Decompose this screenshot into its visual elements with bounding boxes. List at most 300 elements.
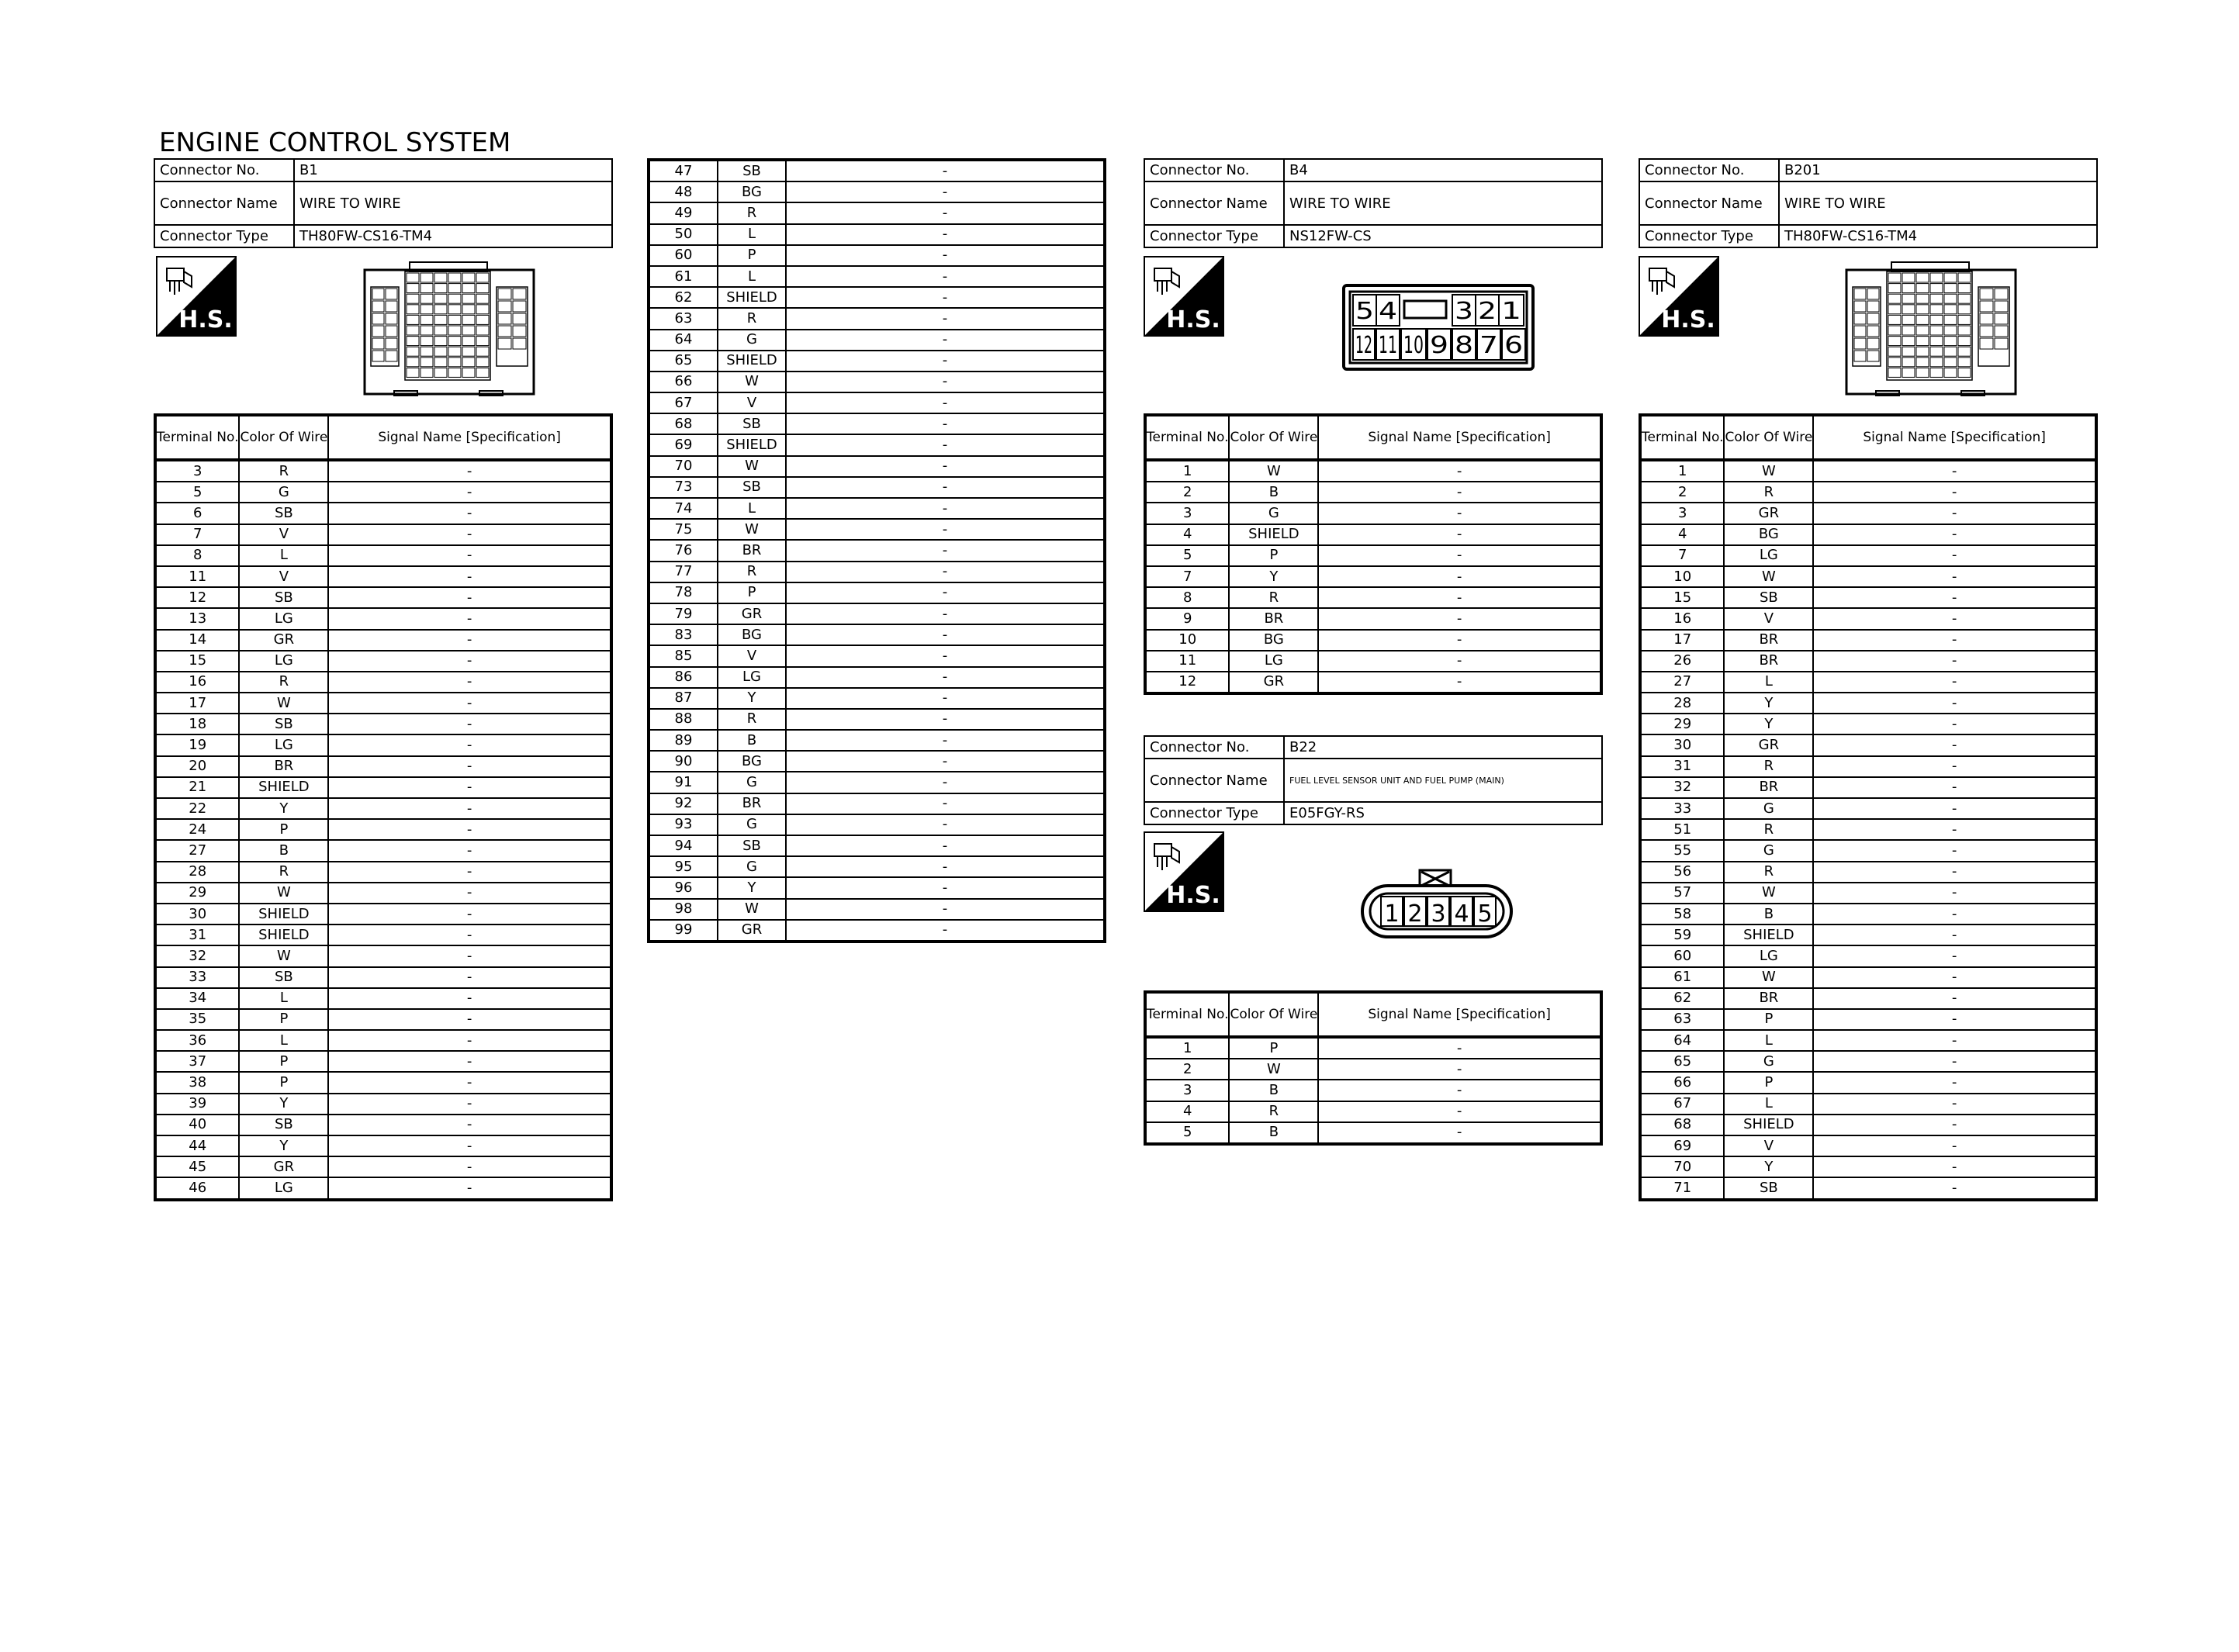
b22-info-block bbox=[1144, 735, 1603, 825]
signal-name-cell: - bbox=[328, 1135, 611, 1156]
b4-pin-label: 9 bbox=[1430, 332, 1448, 359]
table-row bbox=[649, 519, 1105, 540]
terminal-no-cell: 5 bbox=[1145, 1122, 1229, 1144]
table-row bbox=[1640, 1094, 2096, 1115]
wire-color-cell: R bbox=[718, 308, 786, 329]
signal-name-cell: - bbox=[1318, 1037, 1601, 1059]
signal-name-cell: - bbox=[328, 672, 611, 693]
table-row bbox=[649, 835, 1105, 856]
signal-name-cell: - bbox=[786, 562, 1105, 582]
terminal-no-cell: 24 bbox=[155, 819, 239, 840]
terminal-no-cell: 29 bbox=[1640, 714, 1724, 734]
terminal-no-cell: 70 bbox=[649, 456, 718, 477]
signal-name-cell: - bbox=[786, 413, 1105, 434]
wire-color-cell: BG bbox=[1229, 630, 1318, 651]
b201-connector-name: WIRE TO WIRE bbox=[1779, 181, 2097, 225]
signal-name-cell: - bbox=[328, 777, 611, 798]
terminal-no-cell: 17 bbox=[155, 693, 239, 714]
wire-color-cell: V bbox=[718, 645, 786, 666]
terminal-no-cell: 4 bbox=[1640, 524, 1724, 545]
b201-hs-badge-icon bbox=[1639, 256, 1719, 337]
terminal-no-cell: 45 bbox=[155, 1156, 239, 1177]
b22-pin-row bbox=[1381, 897, 1496, 928]
signal-name-cell: - bbox=[328, 904, 611, 924]
wire-color-cell: G bbox=[718, 330, 786, 351]
signal-name-cell: - bbox=[328, 945, 611, 966]
table-row bbox=[649, 562, 1105, 582]
wire-color-cell: P bbox=[718, 582, 786, 603]
table-row bbox=[649, 624, 1105, 645]
wire-color-cell: BR bbox=[718, 540, 786, 561]
wire-color-cell: GR bbox=[239, 630, 328, 651]
b4-connector-name-label: Connector Name bbox=[1144, 181, 1284, 225]
signal-name-cell: - bbox=[1318, 1101, 1601, 1122]
table-row bbox=[649, 667, 1105, 688]
terminal-no-cell: 22 bbox=[155, 798, 239, 819]
table-row bbox=[649, 814, 1105, 835]
b22-connector-type-label: Connector Type bbox=[1144, 802, 1284, 824]
terminal-no-cell: 16 bbox=[1640, 608, 1724, 629]
terminal-no-cell: 94 bbox=[649, 835, 718, 856]
signal-name-cell: - bbox=[786, 667, 1105, 688]
wire-color-cell: SB bbox=[1724, 587, 1813, 608]
terminal-no-cell: 62 bbox=[1640, 988, 1724, 1009]
terminal-no-cell: 28 bbox=[1640, 693, 1724, 714]
wire-color-cell: SB bbox=[718, 160, 786, 181]
table-row bbox=[155, 587, 611, 608]
terminal-no-cell: 4 bbox=[1145, 524, 1229, 545]
terminal-no-cell: 2 bbox=[1145, 1059, 1229, 1080]
signal-name-cell: - bbox=[786, 477, 1105, 498]
signal-name-cell: - bbox=[1813, 988, 2096, 1009]
wire-color-cell: BR bbox=[1724, 777, 1813, 798]
b4-connector-no-label: Connector No. bbox=[1144, 159, 1284, 181]
wire-color-cell: SB bbox=[239, 1115, 328, 1135]
terminal-no-cell: 62 bbox=[649, 287, 718, 308]
wire-color-cell: P bbox=[1724, 1009, 1813, 1030]
table-row bbox=[155, 503, 611, 524]
signal-name-cell: - bbox=[786, 245, 1105, 266]
table-row bbox=[1640, 1156, 2096, 1177]
table-row bbox=[155, 862, 611, 883]
terminal-no-cell: 26 bbox=[1640, 651, 1724, 672]
table-row bbox=[649, 330, 1105, 351]
signal-name-cell: - bbox=[1813, 734, 2096, 755]
terminal-no-cell: 70 bbox=[1640, 1156, 1724, 1177]
table-row bbox=[1640, 651, 2096, 672]
signal-name-cell: - bbox=[786, 730, 1105, 751]
wire-color-cell: SHIELD bbox=[718, 287, 786, 308]
table-row bbox=[649, 920, 1105, 942]
signal-name-cell: - bbox=[1813, 798, 2096, 819]
b201-connector-face-icon bbox=[1845, 261, 2017, 397]
wire-color-cell: SHIELD bbox=[239, 904, 328, 924]
table-row bbox=[1640, 1115, 2096, 1135]
table-row bbox=[1640, 672, 2096, 693]
terminal-no-cell: 65 bbox=[649, 351, 718, 372]
table-row bbox=[649, 434, 1105, 455]
wire-color-cell: BR bbox=[718, 793, 786, 814]
terminal-no-cell: 7 bbox=[1640, 545, 1724, 566]
signal-name-cell: - bbox=[1318, 587, 1601, 608]
wire-color-cell: SHIELD bbox=[239, 777, 328, 798]
signal-name-cell: - bbox=[1813, 1094, 2096, 1115]
wire-color-cell: W bbox=[1724, 967, 1813, 988]
wire-color-cell: LG bbox=[239, 651, 328, 672]
signal-name-cell: - bbox=[328, 967, 611, 988]
table-row bbox=[1145, 545, 1601, 566]
signal-name-cell: - bbox=[1813, 967, 2096, 988]
terminal-no-cell: 63 bbox=[649, 308, 718, 329]
wire-color-cell: W bbox=[718, 456, 786, 477]
table-row bbox=[649, 392, 1105, 413]
table-row bbox=[1145, 672, 1601, 693]
signal-name-cell: - bbox=[786, 308, 1105, 329]
wire-color-cell: W bbox=[718, 372, 786, 392]
b4-pin-label: 10 bbox=[1403, 332, 1424, 359]
signal-name-cell: - bbox=[1813, 862, 2096, 883]
b4-info-table bbox=[1144, 158, 1603, 248]
terminal-no-cell: 78 bbox=[649, 582, 718, 603]
wire-color-cell: SHIELD bbox=[718, 351, 786, 372]
table-row bbox=[155, 1177, 611, 1199]
terminal-no-cell: 34 bbox=[155, 988, 239, 1009]
wire-color-cell: V bbox=[718, 392, 786, 413]
wire-color-cell: W bbox=[1229, 460, 1318, 482]
terminal-no-cell: 57 bbox=[1640, 883, 1724, 904]
wire-color-cell: L bbox=[239, 988, 328, 1009]
table-row bbox=[1640, 1135, 2096, 1156]
wire-color-cell: BR bbox=[1724, 988, 1813, 1009]
signal-name-cell: - bbox=[328, 1177, 611, 1199]
wire-color-cell: R bbox=[1724, 482, 1813, 503]
table-row bbox=[1640, 630, 2096, 651]
color-of-wire-header: Color Of Wire bbox=[1229, 415, 1318, 460]
terminal-no-cell: 11 bbox=[155, 566, 239, 587]
terminal-no-cell: 18 bbox=[155, 714, 239, 734]
signal-name-cell: - bbox=[1318, 545, 1601, 566]
b4-pin-label: 3 bbox=[1455, 298, 1473, 325]
table-row bbox=[649, 540, 1105, 561]
wire-color-cell: BG bbox=[718, 751, 786, 772]
signal-name-header: Signal Name [Specification] bbox=[1318, 415, 1601, 460]
signal-name-cell: - bbox=[786, 899, 1105, 920]
signal-name-cell: - bbox=[328, 1072, 611, 1093]
table-row bbox=[1640, 862, 2096, 883]
b1-connector-type-label: Connector Type bbox=[154, 225, 294, 247]
terminal-no-cell: 58 bbox=[1640, 904, 1724, 924]
table-row bbox=[155, 1009, 611, 1030]
signal-name-cell: - bbox=[328, 693, 611, 714]
table-row bbox=[1145, 608, 1601, 629]
wire-color-cell: LG bbox=[1724, 545, 1813, 566]
signal-name-cell: - bbox=[1318, 608, 1601, 629]
signal-name-cell: - bbox=[1813, 460, 2096, 482]
wire-color-cell: G bbox=[1724, 1051, 1813, 1072]
terminal-no-cell: 37 bbox=[155, 1051, 239, 1072]
signal-name-cell: - bbox=[328, 883, 611, 904]
terminal-no-cell: 6 bbox=[155, 503, 239, 524]
wire-color-cell: W bbox=[1229, 1059, 1318, 1080]
table-row bbox=[649, 181, 1105, 202]
wire-color-cell: P bbox=[239, 1009, 328, 1030]
table-row bbox=[1145, 1101, 1601, 1122]
signal-name-cell: - bbox=[786, 835, 1105, 856]
signal-name-cell: - bbox=[786, 709, 1105, 730]
table-row bbox=[1145, 503, 1601, 524]
table-row bbox=[649, 582, 1105, 603]
table-row bbox=[1640, 1177, 2096, 1199]
wire-color-cell: R bbox=[718, 202, 786, 223]
wire-color-cell: Y bbox=[239, 1135, 328, 1156]
terminal-no-cell: 46 bbox=[155, 1177, 239, 1199]
signal-name-cell: - bbox=[1813, 524, 2096, 545]
wire-color-cell: P bbox=[1229, 545, 1318, 566]
terminal-no-cell: 76 bbox=[649, 540, 718, 561]
terminal-no-cell: 13 bbox=[155, 608, 239, 629]
table-row bbox=[1640, 1009, 2096, 1030]
terminal-no-cell: 77 bbox=[649, 562, 718, 582]
signal-name-cell: - bbox=[1813, 904, 2096, 924]
wire-color-cell: P bbox=[239, 1072, 328, 1093]
table-row bbox=[1640, 566, 2096, 587]
terminal-no-cell: 10 bbox=[1145, 630, 1229, 651]
wire-color-cell: R bbox=[239, 672, 328, 693]
b1-cont-pin-table bbox=[647, 158, 1106, 943]
terminal-no-cell: 91 bbox=[649, 772, 718, 793]
table-row bbox=[155, 819, 611, 840]
terminal-no-cell: 66 bbox=[1640, 1072, 1724, 1093]
table-row bbox=[1145, 1059, 1601, 1080]
wire-color-cell: R bbox=[718, 709, 786, 730]
signal-name-cell: - bbox=[328, 1115, 611, 1135]
b1-connector-face-icon bbox=[363, 261, 535, 397]
b4-hs-text: H.S. bbox=[1166, 306, 1220, 334]
b1-info-block bbox=[154, 158, 613, 248]
wire-color-cell: R bbox=[239, 460, 328, 482]
table-row bbox=[1640, 608, 2096, 629]
signal-name-cell: - bbox=[786, 877, 1105, 898]
table-row bbox=[155, 756, 611, 777]
terminal-no-cell: 63 bbox=[1640, 1009, 1724, 1030]
table-row bbox=[155, 693, 611, 714]
table-row bbox=[1145, 524, 1601, 545]
b4-pin-table-block bbox=[1144, 413, 1603, 695]
b22-connector-face bbox=[1359, 867, 1514, 942]
table-row bbox=[1145, 460, 1601, 482]
wire-color-cell: Y bbox=[1724, 693, 1813, 714]
table-row bbox=[649, 603, 1105, 624]
table-row bbox=[155, 460, 611, 482]
terminal-no-cell: 39 bbox=[155, 1094, 239, 1115]
b4-pin-label: 4 bbox=[1379, 298, 1397, 325]
signal-name-cell: - bbox=[786, 372, 1105, 392]
terminal-no-cell: 68 bbox=[1640, 1115, 1724, 1135]
signal-name-cell: - bbox=[1813, 651, 2096, 672]
table-row bbox=[155, 1094, 611, 1115]
b22-hs-badge-icon bbox=[1144, 831, 1224, 912]
b4-pin-label: 11 bbox=[1379, 332, 1397, 359]
table-row bbox=[649, 202, 1105, 223]
wire-color-cell: Y bbox=[718, 877, 786, 898]
wire-color-cell: BR bbox=[1229, 608, 1318, 629]
table-row bbox=[1145, 630, 1601, 651]
page-title: ENGINE CONTROL SYSTEM bbox=[159, 127, 511, 158]
signal-name-cell: - bbox=[1813, 777, 2096, 798]
signal-name-cell: - bbox=[786, 582, 1105, 603]
table-row bbox=[155, 524, 611, 545]
signal-name-cell: - bbox=[786, 814, 1105, 835]
b4-connector-face bbox=[1342, 284, 1535, 371]
terminal-no-cell: 8 bbox=[1145, 587, 1229, 608]
b4-info-block bbox=[1144, 158, 1603, 248]
signal-name-cell: - bbox=[1318, 460, 1601, 482]
wire-color-cell: B bbox=[718, 730, 786, 751]
terminal-no-cell: 32 bbox=[1640, 777, 1724, 798]
signal-name-cell: - bbox=[1813, 1009, 2096, 1030]
table-row bbox=[1640, 798, 2096, 819]
terminal-no-cell: 27 bbox=[1640, 672, 1724, 693]
wire-color-cell: G bbox=[718, 814, 786, 835]
wire-color-cell: L bbox=[1724, 672, 1813, 693]
signal-name-cell: - bbox=[786, 456, 1105, 477]
terminal-no-cell: 30 bbox=[1640, 734, 1724, 755]
terminal-no-cell: 38 bbox=[155, 1072, 239, 1093]
table-row bbox=[649, 287, 1105, 308]
terminal-no-cell: 9 bbox=[1145, 608, 1229, 629]
table-row bbox=[1640, 482, 2096, 503]
signal-name-cell: - bbox=[328, 734, 611, 755]
table-row bbox=[155, 924, 611, 945]
b22-pin-label: 3 bbox=[1431, 900, 1446, 928]
wire-color-cell: SHIELD bbox=[1229, 524, 1318, 545]
table-row bbox=[649, 856, 1105, 877]
terminal-no-cell: 86 bbox=[649, 667, 718, 688]
terminal-no-cell: 44 bbox=[155, 1135, 239, 1156]
wire-color-cell: V bbox=[239, 566, 328, 587]
b4-pin-label: 5 bbox=[1355, 298, 1374, 325]
terminal-no-cell: 79 bbox=[649, 603, 718, 624]
wire-color-cell: G bbox=[1229, 503, 1318, 524]
terminal-no-cell: 3 bbox=[1145, 503, 1229, 524]
b1-connector-no-label: Connector No. bbox=[154, 159, 294, 181]
terminal-no-cell: 16 bbox=[155, 672, 239, 693]
table-row bbox=[1145, 482, 1601, 503]
terminal-no-cell: 88 bbox=[649, 709, 718, 730]
terminal-no-cell: 11 bbox=[1145, 651, 1229, 672]
wire-color-cell: R bbox=[1229, 1101, 1318, 1122]
wire-color-cell: Y bbox=[239, 1094, 328, 1115]
terminal-no-cell: 65 bbox=[1640, 1051, 1724, 1072]
b4-pin-label: 12 bbox=[1355, 332, 1372, 359]
wire-color-cell: BR bbox=[239, 756, 328, 777]
wire-color-cell: L bbox=[718, 266, 786, 287]
terminal-no-cell: 31 bbox=[155, 924, 239, 945]
wire-color-cell: Y bbox=[1724, 714, 1813, 734]
wire-color-cell: SHIELD bbox=[1724, 1115, 1813, 1135]
terminal-no-cell: 27 bbox=[155, 840, 239, 861]
terminal-no-cell: 55 bbox=[1640, 840, 1724, 861]
wire-color-cell: LG bbox=[1724, 945, 1813, 966]
terminal-no-cell: 33 bbox=[155, 967, 239, 988]
signal-name-cell: - bbox=[328, 566, 611, 587]
b1-info-table bbox=[154, 158, 613, 248]
b22-connector-type: E05FGY-RS bbox=[1284, 802, 1602, 824]
b201-connector-type: TH80FW-CS16-TM4 bbox=[1779, 225, 2097, 247]
signal-name-cell: - bbox=[786, 287, 1105, 308]
terminal-no-cell: 60 bbox=[1640, 945, 1724, 966]
terminal-no-cell: 64 bbox=[1640, 1030, 1724, 1051]
wire-color-cell: V bbox=[1724, 1135, 1813, 1156]
table-row bbox=[155, 608, 611, 629]
signal-name-cell: - bbox=[786, 793, 1105, 814]
b1-connector-type: TH80FW-CS16-TM4 bbox=[294, 225, 612, 247]
b22-connector-name: FUEL LEVEL SENSOR UNIT AND FUEL PUMP (MAIN) bbox=[1284, 759, 1602, 802]
terminal-no-cell: 8 bbox=[155, 545, 239, 566]
table-row bbox=[155, 883, 611, 904]
terminal-no-cell: 5 bbox=[155, 482, 239, 503]
table-row bbox=[1640, 819, 2096, 840]
table-row bbox=[1640, 840, 2096, 861]
wire-color-cell: W bbox=[239, 693, 328, 714]
table-row bbox=[155, 1156, 611, 1177]
terminal-no-cell: 67 bbox=[1640, 1094, 1724, 1115]
terminal-no-cell: 29 bbox=[155, 883, 239, 904]
wire-color-cell: V bbox=[1724, 608, 1813, 629]
table-row bbox=[155, 672, 611, 693]
wire-color-cell: SHIELD bbox=[1724, 924, 1813, 945]
table-row bbox=[1640, 777, 2096, 798]
terminal-no-cell: 66 bbox=[649, 372, 718, 392]
signal-name-cell: - bbox=[1813, 482, 2096, 503]
terminal-no-cell: 96 bbox=[649, 877, 718, 898]
terminal-no-cell: 47 bbox=[649, 160, 718, 181]
signal-name-cell: - bbox=[328, 714, 611, 734]
wire-color-cell: SB bbox=[239, 587, 328, 608]
wire-color-cell: GR bbox=[1229, 672, 1318, 693]
signal-name-cell: - bbox=[1318, 482, 1601, 503]
signal-name-cell: - bbox=[1318, 630, 1601, 651]
terminal-no-cell: 61 bbox=[1640, 967, 1724, 988]
wire-color-cell: G bbox=[718, 856, 786, 877]
b4-connector-no: B4 bbox=[1284, 159, 1602, 181]
terminal-no-cell: 87 bbox=[649, 688, 718, 709]
signal-name-cell: - bbox=[328, 1094, 611, 1115]
signal-name-cell: - bbox=[328, 862, 611, 883]
b22-pin-label: 2 bbox=[1407, 900, 1423, 928]
terminal-no-cell: 15 bbox=[1640, 587, 1724, 608]
signal-name-cell: - bbox=[328, 630, 611, 651]
b1-connector-name-label: Connector Name bbox=[154, 181, 294, 225]
wire-color-cell: R bbox=[1724, 756, 1813, 777]
terminal-no-cell: 4 bbox=[1145, 1101, 1229, 1122]
terminal-no-cell: 51 bbox=[1640, 819, 1724, 840]
signal-name-cell: - bbox=[786, 920, 1105, 942]
terminal-no-cell: 73 bbox=[649, 477, 718, 498]
table-row bbox=[1640, 967, 2096, 988]
wire-color-cell: W bbox=[1724, 566, 1813, 587]
signal-name-header: Signal Name [Specification] bbox=[328, 415, 611, 460]
terminal-no-cell: 36 bbox=[155, 1030, 239, 1051]
b1-pin-table bbox=[154, 413, 613, 1201]
wire-color-cell: P bbox=[718, 245, 786, 266]
wire-color-cell: L bbox=[718, 224, 786, 245]
signal-name-cell: - bbox=[1813, 608, 2096, 629]
signal-name-cell: - bbox=[1318, 651, 1601, 672]
terminal-no-cell: 3 bbox=[1145, 1080, 1229, 1101]
signal-name-cell: - bbox=[1813, 503, 2096, 524]
terminal-no-cell: 90 bbox=[649, 751, 718, 772]
